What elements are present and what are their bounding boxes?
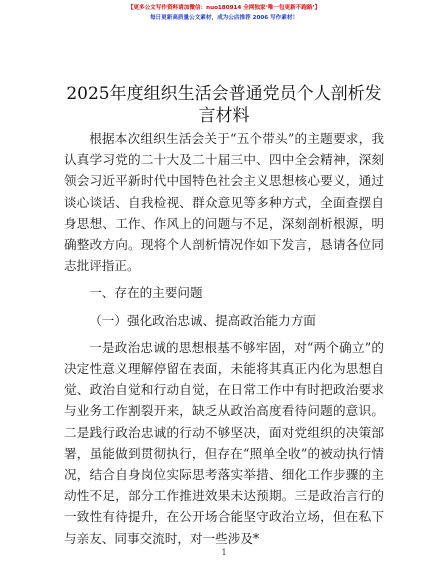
section-heading: 一、存在的主要问题 [89,285,203,301]
page-number: 1 [221,548,227,557]
promo-banner-line-2: 每日更新高质量公文素材，成为公店推荐 2006 写作素材！ [149,15,299,21]
document-body [64,128,384,549]
promo-banner-line-1: 【更多公文写作资料请加微信：nuo180914 全网独家‘唯一包更新不跑路’】 [127,5,321,11]
intro-paragraph: 根据本次组织生活会关于“五个带头”的主题要求，我认真学习党的二十大及二十届三中、四中全会精神，深刻领会习近平新时代中国特色社会主义思想核心要义，通过谈心谈话、自我检视、群众意见等多种方式，全面查摆自身思想、工作、作风上的问题与不足，深刻剖析根源，明确整改方向。现将个人剖析情况作如下发言，恳请各位同志批评指正。 [64,131,384,274]
subsection-heading: （一）强化政治忠诚、提高政治能力方面 [89,312,316,328]
promo-banner [0,3,448,23]
document-title: 2025年度组织生活会普通党员个人剖析发言材料 [66,84,382,126]
body-paragraph: 一是政治忠诚的思想根基不够牢固，对“两个确立”的决定性意义理解停留在表面，未能将其真正内化为思想自觉、政治自觉和行动自觉，在日常工作中有时把政治要求与业务工作割裂开来，缺乏从政治高度看待问题的意识。二是践行政治忠诚的行动不够坚决，面对党组织的决策部署，虽能做到贯彻执行，但存在“照单全收”的被动执行情况，结合自身岗位实际思考落实举措、细化工作步骤的主动性不足，部分工作推进效果未达预期。三是政治言行的一致性有待提升，在公开场合能坚守政治立场，但在私下与亲友、同事交流时，对一些涉及* [64,339,384,546]
